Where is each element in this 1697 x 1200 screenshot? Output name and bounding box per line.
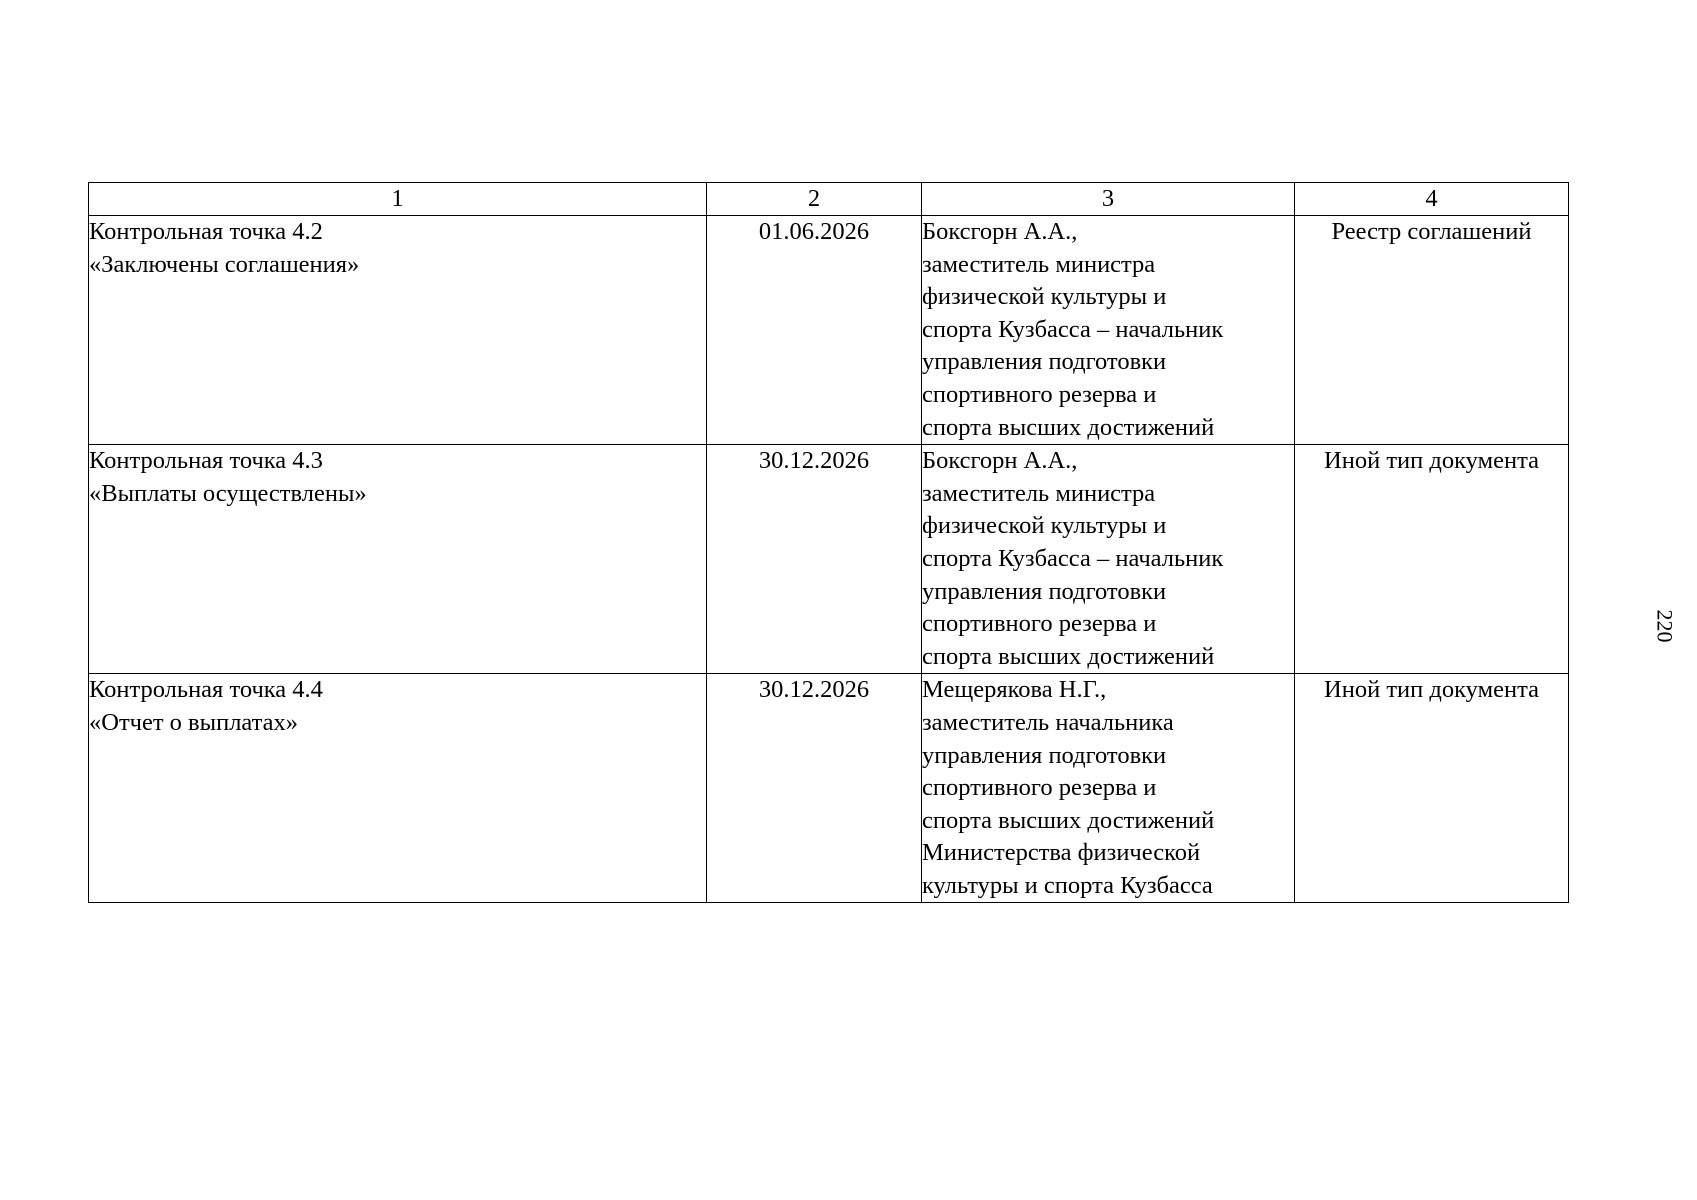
responsible-line: спортивного резерва и [922, 380, 1157, 408]
table-header-row [89, 183, 1569, 216]
date-cell: 01.06.2026 [707, 216, 922, 445]
header-col-4: 4 [1295, 183, 1569, 216]
header-col-3: 3 [922, 183, 1295, 216]
responsible-line: спорта высших достижений [922, 806, 1215, 834]
responsible-line: спорта высших достижений [922, 642, 1215, 670]
responsible-line: заместитель начальника [922, 708, 1174, 736]
date-cell: 30.12.2026 [707, 445, 922, 674]
control-point-description: «Выплаты осуществлены» [89, 479, 367, 507]
control-point-title: Контрольная точка 4.2 [89, 218, 323, 245]
control-point-title: Контрольная точка 4.4 [89, 676, 323, 704]
control-point-cell [89, 216, 707, 445]
responsible-line: управления подготовки [922, 577, 1167, 605]
table-row [89, 216, 1569, 445]
control-point-cell [89, 445, 707, 674]
responsible-line: физической культуры и [922, 512, 1167, 540]
responsible-line: культуры и спорта Кузбасса [922, 871, 1213, 899]
header-col-2: 2 [707, 183, 922, 216]
control-point-title: Контрольная точка 4.3 [89, 447, 323, 475]
responsible-cell [922, 445, 1295, 674]
responsible-line: спорта Кузбасса – начальник [922, 544, 1224, 572]
responsible-line: спортивного резерва и [922, 610, 1157, 638]
header-col-1: 1 [89, 183, 707, 216]
control-point-cell [89, 674, 707, 903]
responsible-line: спорта высших достижений [922, 413, 1215, 441]
control-point-description: «Заключены соглашения» [89, 250, 360, 278]
document-type-cell: Иной тип документа [1295, 445, 1569, 674]
responsible-line: спорта Кузбасса – начальник [922, 315, 1224, 343]
responsible-cell [922, 216, 1295, 445]
responsible-line: физической культуры и [922, 283, 1167, 311]
responsible-line: управления подготовки [922, 348, 1167, 376]
table-row [89, 445, 1569, 674]
control-points-table [88, 182, 1569, 903]
document-type-cell: Иной тип документа [1295, 674, 1569, 903]
control-point-description: «Отчет о выплатах» [89, 708, 299, 736]
responsible-line: заместитель министра [922, 479, 1156, 507]
responsible-line: спортивного резерва и [922, 774, 1157, 802]
responsible-line: заместитель министра [922, 250, 1156, 278]
date-cell: 30.12.2026 [707, 674, 922, 903]
document-type-cell: Реестр соглашений [1295, 216, 1569, 445]
responsible-cell [922, 674, 1295, 903]
table-row [89, 674, 1569, 903]
responsible-line: Мещерякова Н.Г., [922, 676, 1107, 704]
responsible-line: Боксгорн А.А., [922, 447, 1078, 475]
responsible-line: Министерства физической [922, 839, 1201, 867]
responsible-line: управления подготовки [922, 741, 1167, 769]
page-number: 220 [1652, 609, 1678, 643]
responsible-line: Боксгорн А.А., [922, 218, 1078, 245]
